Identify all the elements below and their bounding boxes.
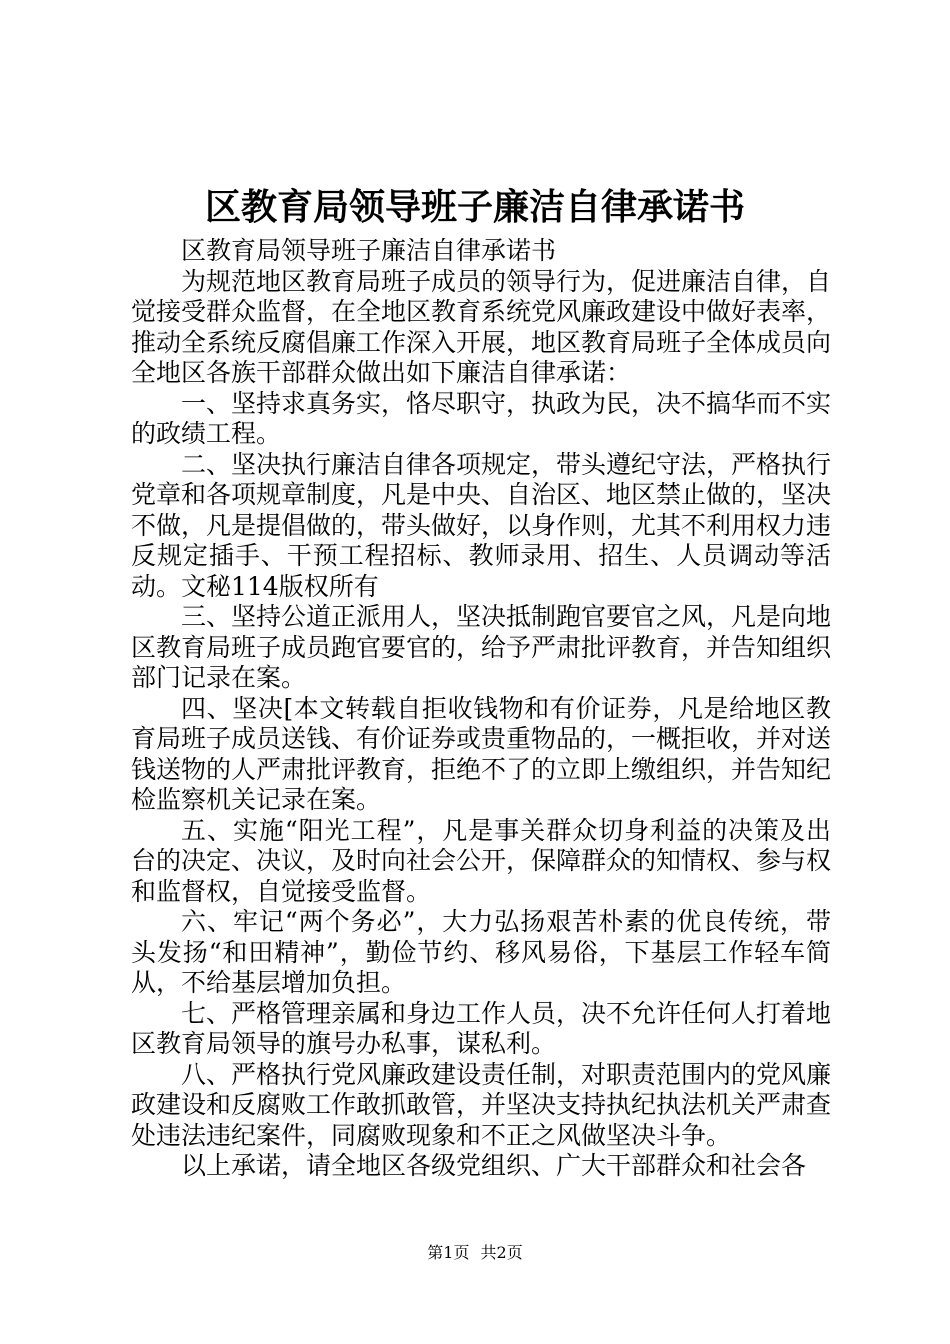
commitment-paragraph-8: 八、严格执行党风廉政建设责任制，对职责范围内的党风廉政建设和反腐败工作敢抓敢管，并坚决支持执纪执法机关严肃查处违法违纪案件，同腐败现象和不正之风做坚决斗争。	[131, 1059, 832, 1150]
commitment-paragraph-1: 一、坚持求真务实，恪尽职守，执政为民，决不搞华而不实的政绩工程。	[131, 388, 832, 448]
page-number: 第1页	[427, 1243, 470, 1262]
commitment-paragraph-2: 二、坚决执行廉洁自律各项规定，带头遵纪守法，严格执行党章和各项规章制度，凡是中央、自治区、地区禁止做的，坚决不做，凡是提倡做的，带头做好，以身作则，尤其不利用权力违反规定插手、干预工程招标、教师录用、招生、人员调动等活动。文秘114版权所有	[131, 449, 832, 601]
subtitle-paragraph: 区教育局领导班子廉洁自律承诺书	[181, 236, 557, 265]
document-body	[131, 236, 831, 1182]
page-footer	[0, 1243, 950, 1263]
page-title: 区教育局领导班子廉洁自律承诺书	[204, 186, 745, 228]
commitment-paragraph-4: 四、坚决[本文转载自拒收钱物和有价证券，凡是给地区教育局班子成员送钱、有价证券或贵重物品的，一概拒收，并对送钱送物的人严肃批评教育，拒绝不了的立即上缴组织，并告知纪检监察机关记录在案。	[131, 693, 832, 814]
commitment-paragraph-5: 五、实施“阳光工程”，凡是事关群众切身利益的决策及出台的决定、决议，及时向社会公开，保障群众的知情权、参与权和监督权，自觉接受监督。	[131, 815, 832, 906]
page-total: 共2页	[480, 1243, 523, 1262]
commitment-paragraph-7: 七、严格管理亲属和身边工作人员，决不允许任何人打着地区教育局领导的旗号办私事，谋私利。	[131, 998, 832, 1058]
closing-paragraph: 以上承诺，请全地区各级党组织、广大干部群众和社会各	[181, 1151, 807, 1180]
commitment-paragraph-3: 三、坚持公道正派用人，坚决抵制跑官要官之风，凡是向地区教育局班子成员跑官要官的，给予严肃批评教育，并告知组织部门记录在案。	[131, 602, 832, 692]
intro-paragraph: 为规范地区教育局班子成员的领导行为，促进廉洁自律，自觉接受群众监督，在全地区教育系统党风廉政建设中做好表率，推动全系统反腐倡廉工作深入开展，地区教育局班子全体成员向全地区各族干部群众做出如下廉洁自律承诺：	[131, 266, 832, 387]
commitment-paragraph-6: 六、牢记“两个务必”，大力弘扬艰苦朴素的优良传统，带头发扬“和田精神”，勤俭节约、移风易俗，下基层工作轻车简从，不给基层增加负担。	[131, 907, 831, 997]
